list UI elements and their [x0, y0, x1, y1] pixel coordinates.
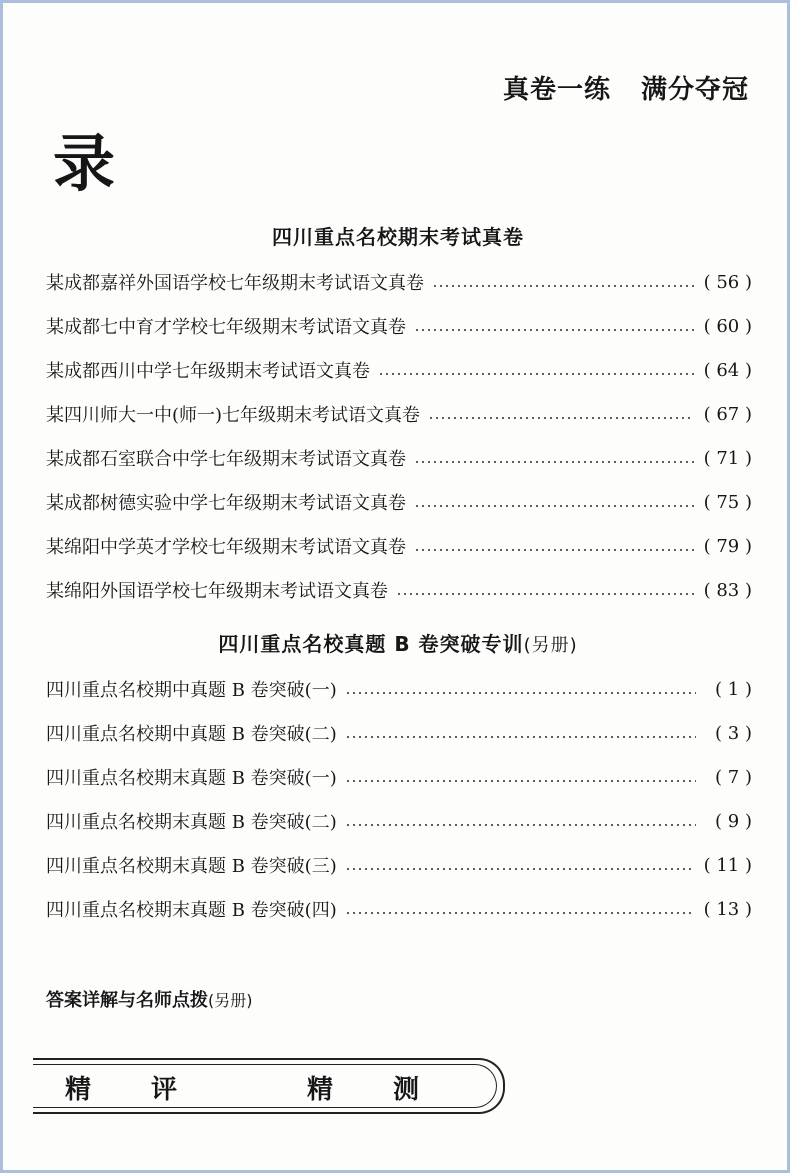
toc-entry: [46, 531, 752, 561]
toc-entry-title: 四川重点名校期中真题 B 卷突破(二): [46, 724, 337, 745]
toc-entry: [46, 806, 752, 836]
dot-leader: [414, 549, 694, 551]
dot-leader: [345, 780, 696, 782]
toc-entry-page: ( 60 ): [703, 315, 752, 337]
toc-entry-title: 四川重点名校期末真题 B 卷突破(四): [46, 900, 337, 921]
toc-entry: [46, 575, 752, 605]
header-left-text: 真卷一练: [502, 75, 611, 105]
toc-entry-page: ( 83 ): [703, 579, 752, 601]
toc-entry-title: 某绵阳外国语学校七年级期末考试语文真卷: [46, 581, 388, 602]
banner-word: 精: [65, 1075, 94, 1105]
toc-entry: [46, 399, 752, 429]
section-title-2-subtitle: (另册): [523, 635, 578, 656]
dot-leader: [414, 461, 694, 463]
toc-entry-page: ( 79 ): [703, 535, 752, 557]
section-title-1-text: 四川重点名校期末考试真卷: [272, 225, 524, 249]
dot-leader: [432, 285, 694, 287]
toc-entry-title: 某成都七中育才学校七年级期末考试语文真卷: [46, 317, 406, 338]
toc-entry-title: 四川重点名校期中真题 B 卷突破(一): [46, 680, 337, 701]
toc-entry-title: 某成都石室联合中学七年级期末考试语文真卷: [46, 449, 406, 470]
toc-entry-title: 某成都树德实验中学七年级期末考试语文真卷: [46, 493, 406, 514]
banner-word: 测: [393, 1075, 422, 1105]
toc-entry: [46, 718, 752, 748]
dot-leader: [345, 692, 696, 694]
dot-leader: [428, 417, 694, 419]
toc-entry-title: 某成都嘉祥外国语学校七年级期末考试语文真卷: [46, 273, 424, 294]
section-title-1: [3, 221, 790, 250]
page-header: [503, 69, 749, 106]
banner-word: 评: [151, 1075, 180, 1105]
dot-leader: [345, 868, 694, 870]
toc-entry-title: 某绵阳中学英才学校七年级期末考试语文真卷: [46, 537, 406, 558]
toc-entry: [46, 762, 752, 792]
section-title-2: [3, 628, 790, 657]
answers-title: 答案详解与名师点拨: [46, 990, 208, 1011]
answers-subtitle: (另册): [208, 991, 253, 1010]
toc-entry: [46, 267, 752, 297]
toc-entry-page: ( 11 ): [703, 854, 752, 876]
dot-leader: [345, 736, 696, 738]
toc-entry: [46, 894, 752, 924]
toc-entry-title: 四川重点名校期末真题 B 卷突破(三): [46, 856, 337, 877]
toc-entry-page: ( 3 ): [715, 722, 752, 744]
toc-entry-page: ( 13 ): [703, 898, 752, 920]
toc-entry-title: 某四川师大一中(师一)七年级期末考试语文真卷: [46, 405, 421, 426]
dot-leader: [345, 912, 694, 914]
toc-entry-page: ( 9 ): [715, 810, 752, 832]
toc-entry-title: 四川重点名校期末真题 B 卷突破(二): [46, 812, 337, 833]
dot-leader: [396, 593, 694, 595]
toc-entry-page: ( 67 ): [703, 403, 752, 425]
section-title-2-text: 四川重点名校真题 B 卷突破专训: [218, 632, 524, 656]
dot-leader: [345, 824, 696, 826]
answers-line: [46, 986, 253, 1012]
toc-entry-page: ( 64 ): [703, 359, 752, 381]
page-title: 录: [53, 127, 116, 200]
toc-entry: [46, 850, 752, 880]
banner-word: 精: [307, 1075, 336, 1105]
toc-entry: [46, 487, 752, 517]
toc-entry-title: 某成都西川中学七年级期末考试语文真卷: [46, 361, 370, 382]
toc-entry-page: ( 56 ): [703, 271, 752, 293]
dot-leader: [414, 505, 694, 507]
toc-entry-title: 四川重点名校期末真题 B 卷突破(一): [46, 768, 337, 789]
toc-entry-page: ( 7 ): [715, 766, 752, 788]
toc-entry: [46, 443, 752, 473]
header-right-text: 满分夺冠: [640, 75, 749, 105]
footer-banner-text: [65, 1069, 479, 1106]
toc-entry-page: ( 1 ): [715, 678, 752, 700]
toc-entry-page: ( 75 ): [703, 491, 752, 513]
toc-entry: [46, 355, 752, 385]
dot-leader: [414, 329, 694, 331]
footer-banner: [33, 1058, 505, 1114]
toc-entry: [46, 311, 752, 341]
toc-entry: [46, 674, 752, 704]
toc-entry-page: ( 71 ): [703, 447, 752, 469]
dot-leader: [378, 373, 694, 375]
